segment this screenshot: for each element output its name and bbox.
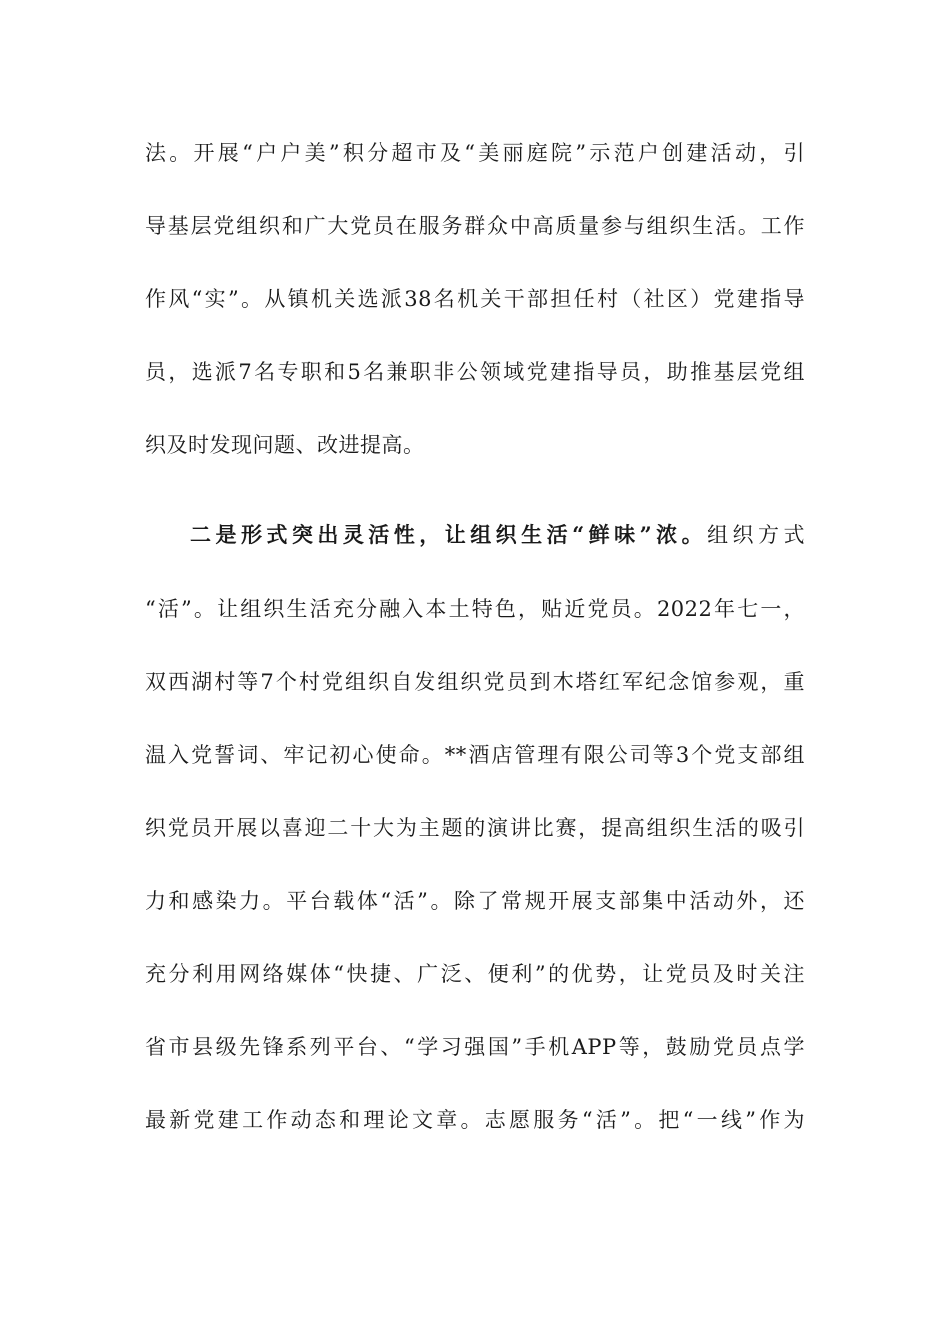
paragraph-1-line-2: 导基层党组织和广大党员在服务群众中高质量参与组织生活。工作	[145, 214, 805, 238]
paragraph-2-first-line	[190, 520, 805, 550]
paragraph-1-line-4: 员，选派7名专职和5名兼职非公领域党建指导员，助推基层党组	[145, 360, 805, 384]
paragraph-2-line-3: 双西湖村等7个村党组织自发组织党员到木塔红军纪念馆参观，重	[145, 670, 805, 694]
paragraph-1-line-1: 法。开展“户户美”积分超市及“美丽庭院”示范户创建活动，引	[145, 141, 805, 165]
paragraph-2-line-2: “活”。让组织生活充分融入本土特色，贴近党员。2022年七一，	[145, 597, 805, 621]
paragraph-2-line-8: 省市县级先锋系列平台、“学习强国”手机APP等，鼓励党员点学	[145, 1035, 805, 1059]
paragraph-2-first-line-rest: 组织方式	[707, 523, 805, 547]
paragraph-2-line-7: 充分利用网络媒体“快捷、广泛、便利”的优势，让党员及时关注	[145, 962, 805, 986]
paragraph-2-heading: 二是形式突出灵活性，让组织生活“鲜味”浓。	[190, 522, 708, 547]
paragraph-1-line-3: 作风“实”。从镇机关选派38名机关干部担任村（社区）党建指导	[145, 287, 805, 311]
paragraph-1-line-5: 织及时发现问题、改进提高。	[145, 433, 425, 457]
paragraph-2-line-5: 织党员开展以喜迎二十大为主题的演讲比赛，提高组织生活的吸引	[145, 816, 805, 840]
paragraph-2-line-9: 最新党建工作动态和理论文章。志愿服务“活”。把“一线”作为	[145, 1108, 805, 1132]
paragraph-2-line-4: 温入党誓词、牢记初心使命。**酒店管理有限公司等3个党支部组	[145, 743, 805, 767]
paragraph-2-line-6: 力和感染力。平台载体“活”。除了常规开展支部集中活动外，还	[145, 889, 805, 913]
